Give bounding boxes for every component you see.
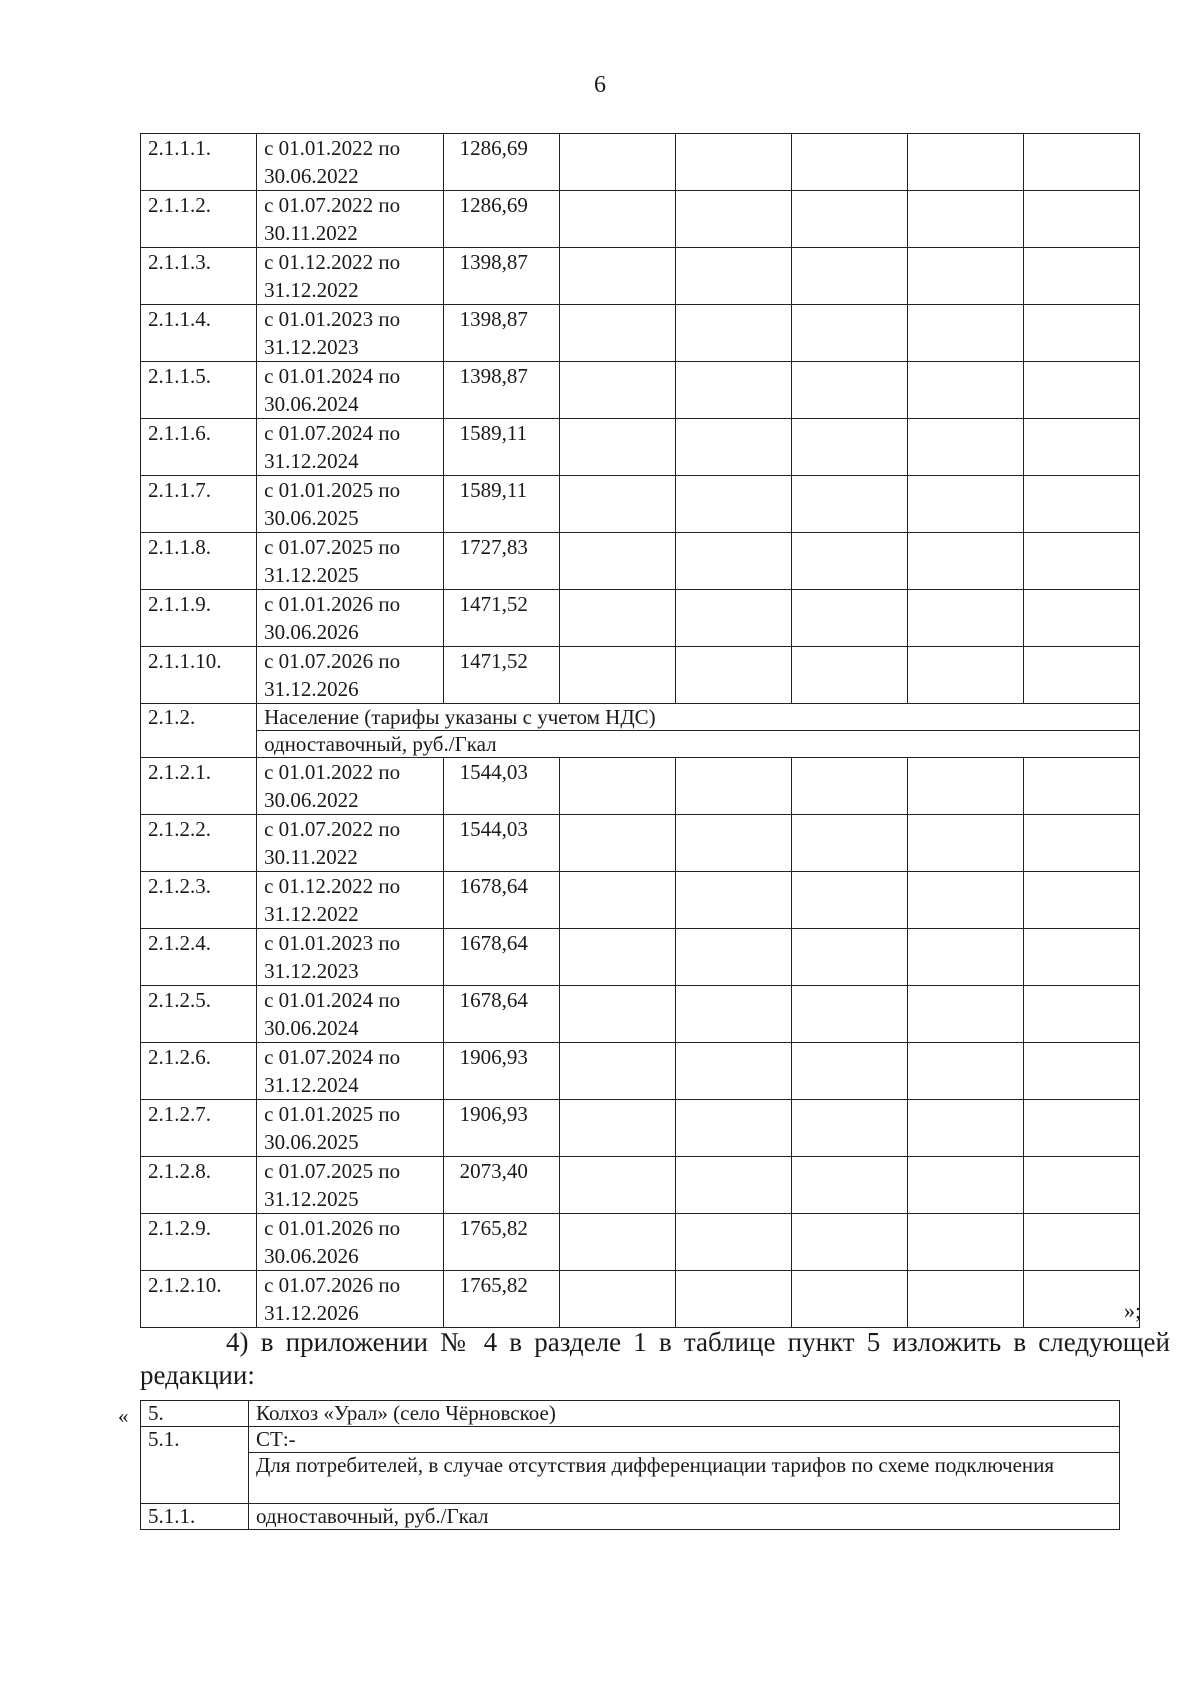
period-to: 31.12.2022 bbox=[264, 902, 359, 926]
period-to: 31.12.2023 bbox=[264, 959, 359, 983]
item-number: 2.1.1.9. bbox=[141, 590, 257, 647]
period-cell bbox=[257, 476, 444, 533]
item-number: 2.1.1.6. bbox=[141, 419, 257, 476]
table-row bbox=[141, 815, 1140, 872]
row-text: СТ:- bbox=[249, 1427, 1120, 1453]
period-from: с 01.01.2024 по bbox=[264, 364, 401, 388]
table-row bbox=[141, 590, 1140, 647]
period-from: с 01.01.2022 по bbox=[264, 760, 401, 784]
empty-cell bbox=[1023, 305, 1139, 362]
period-to: 30.06.2024 bbox=[264, 1016, 359, 1040]
empty-cell bbox=[907, 476, 1023, 533]
item-number: 2.1.2.5. bbox=[141, 986, 257, 1043]
period-cell bbox=[257, 929, 444, 986]
table-row bbox=[141, 419, 1140, 476]
tariff-value: 1765,82 bbox=[443, 1271, 559, 1328]
empty-cell bbox=[907, 1271, 1023, 1328]
tariff-value: 1589,11 bbox=[443, 476, 559, 533]
period-cell bbox=[257, 248, 444, 305]
empty-cell bbox=[559, 872, 675, 929]
table-row bbox=[141, 986, 1140, 1043]
item-number: 2.1.1.3. bbox=[141, 248, 257, 305]
empty-cell bbox=[675, 758, 791, 815]
period-from: с 01.01.2022 по bbox=[264, 136, 401, 160]
empty-cell bbox=[675, 134, 791, 191]
empty-cell bbox=[791, 533, 907, 590]
tariff-value: 1544,03 bbox=[443, 758, 559, 815]
tariff-value: 1765,82 bbox=[443, 1214, 559, 1271]
empty-cell bbox=[1023, 191, 1139, 248]
period-to: 30.06.2024 bbox=[264, 392, 359, 416]
empty-cell bbox=[907, 191, 1023, 248]
empty-cell bbox=[559, 1100, 675, 1157]
period-cell bbox=[257, 533, 444, 590]
item-number: 2.1.1.4. bbox=[141, 305, 257, 362]
table-row bbox=[141, 929, 1140, 986]
item-number: 2.1.2.3. bbox=[141, 872, 257, 929]
empty-cell bbox=[907, 815, 1023, 872]
empty-cell bbox=[907, 1214, 1023, 1271]
empty-cell bbox=[1023, 872, 1139, 929]
table-row bbox=[141, 134, 1140, 191]
item-number: 2.1.2.6. bbox=[141, 1043, 257, 1100]
empty-cell bbox=[1023, 1214, 1139, 1271]
empty-cell bbox=[559, 1271, 675, 1328]
tariff-value: 1906,93 bbox=[443, 1100, 559, 1157]
empty-cell bbox=[791, 872, 907, 929]
period-to: 31.12.2024 bbox=[264, 449, 359, 473]
table-row bbox=[141, 248, 1140, 305]
period-to: 31.12.2026 bbox=[264, 1301, 359, 1325]
empty-cell bbox=[907, 986, 1023, 1043]
empty-cell bbox=[791, 248, 907, 305]
period-cell bbox=[257, 419, 444, 476]
farm-row-5-1 bbox=[141, 1427, 1120, 1453]
empty-cell bbox=[1023, 1100, 1139, 1157]
farm-table bbox=[140, 1400, 1120, 1530]
empty-cell bbox=[791, 815, 907, 872]
empty-cell bbox=[1023, 815, 1139, 872]
empty-cell bbox=[559, 1043, 675, 1100]
table-row bbox=[141, 305, 1140, 362]
period-cell bbox=[257, 1271, 444, 1328]
empty-cell bbox=[1023, 1271, 1142, 1328]
period-cell bbox=[257, 362, 444, 419]
tariff-value: 1471,52 bbox=[443, 647, 559, 704]
empty-cell bbox=[907, 1100, 1023, 1157]
empty-cell bbox=[907, 533, 1023, 590]
period-cell bbox=[257, 986, 444, 1043]
period-from: с 01.07.2022 по bbox=[264, 193, 401, 217]
empty-cell bbox=[1023, 590, 1139, 647]
empty-cell bbox=[791, 1043, 907, 1100]
empty-cell bbox=[791, 191, 907, 248]
period-cell bbox=[257, 134, 444, 191]
section-row bbox=[141, 704, 1140, 731]
row-text: одноставочный, руб./Гкал bbox=[249, 1504, 1120, 1530]
empty-cell bbox=[907, 1043, 1023, 1100]
table-row bbox=[141, 872, 1140, 929]
section-title: Население (тарифы указаны с учетом НДС) bbox=[257, 704, 1140, 731]
period-to: 30.06.2025 bbox=[264, 506, 359, 530]
empty-cell bbox=[907, 872, 1023, 929]
empty-cell bbox=[791, 929, 907, 986]
period-cell bbox=[257, 191, 444, 248]
amendment-paragraph: 4) в приложении № 4 в разделе 1 в таблице пункт 5 изложить в следующей редакции: bbox=[140, 1327, 1170, 1390]
table-row bbox=[141, 533, 1140, 590]
empty-cell bbox=[1023, 362, 1139, 419]
period-from: с 01.01.2025 по bbox=[264, 1102, 401, 1126]
period-cell bbox=[257, 1214, 444, 1271]
period-to: 31.12.2023 bbox=[264, 335, 359, 359]
period-from: с 01.01.2024 по bbox=[264, 988, 401, 1012]
empty-cell bbox=[559, 929, 675, 986]
period-cell bbox=[257, 1100, 444, 1157]
period-to: 30.11.2022 bbox=[264, 221, 358, 245]
item-number: 2.1.2.9. bbox=[141, 1214, 257, 1271]
item-number: 2.1.2.8. bbox=[141, 1157, 257, 1214]
period-from: с 01.01.2026 по bbox=[264, 1216, 401, 1240]
period-to: 31.12.2026 bbox=[264, 677, 359, 701]
tariff-value: 1678,64 bbox=[443, 872, 559, 929]
empty-cell bbox=[907, 929, 1023, 986]
empty-cell bbox=[791, 758, 907, 815]
row-text: Для потребителей, в случае отсутствия дифференциации тарифов по схеме подключения bbox=[249, 1453, 1120, 1504]
period-cell bbox=[257, 815, 444, 872]
empty-cell bbox=[1023, 476, 1139, 533]
period-from: с 01.07.2025 по bbox=[264, 1159, 401, 1183]
empty-cell bbox=[559, 134, 675, 191]
period-from: с 01.07.2024 по bbox=[264, 421, 401, 445]
section-row bbox=[141, 731, 1140, 758]
tariff-value: 2073,40 bbox=[443, 1157, 559, 1214]
empty-cell bbox=[559, 815, 675, 872]
tariff-value: 1727,83 bbox=[443, 533, 559, 590]
empty-cell bbox=[675, 590, 791, 647]
period-cell bbox=[257, 758, 444, 815]
tariff-value: 1398,87 bbox=[443, 248, 559, 305]
empty-cell bbox=[907, 647, 1023, 704]
empty-cell bbox=[791, 1214, 907, 1271]
section-subtitle: одноставочный, руб./Гкал bbox=[257, 731, 1140, 758]
period-from: с 01.01.2023 по bbox=[264, 931, 401, 955]
closing-quote: »; bbox=[1124, 1298, 1142, 1323]
empty-cell bbox=[791, 1271, 907, 1328]
empty-cell bbox=[1023, 134, 1139, 191]
empty-cell bbox=[675, 533, 791, 590]
empty-cell bbox=[1023, 533, 1139, 590]
empty-cell bbox=[675, 647, 791, 704]
empty-cell bbox=[675, 362, 791, 419]
empty-cell bbox=[559, 305, 675, 362]
period-to: 31.12.2022 bbox=[264, 278, 359, 302]
period-cell bbox=[257, 647, 444, 704]
period-to: 30.06.2025 bbox=[264, 1130, 359, 1154]
item-number: 2.1.2.7. bbox=[141, 1100, 257, 1157]
empty-cell bbox=[907, 134, 1023, 191]
empty-cell bbox=[907, 362, 1023, 419]
empty-cell bbox=[675, 248, 791, 305]
period-from: с 01.01.2026 по bbox=[264, 592, 401, 616]
tariff-value: 1286,69 bbox=[443, 134, 559, 191]
table-row bbox=[141, 758, 1140, 815]
row-text: Колхоз «Урал» (село Чёрновское) bbox=[249, 1401, 1120, 1427]
empty-cell bbox=[1023, 647, 1139, 704]
farm-row-5-1-desc bbox=[141, 1453, 1120, 1504]
empty-cell bbox=[559, 191, 675, 248]
period-to: 30.06.2026 bbox=[264, 1244, 359, 1268]
tariff-value: 1906,93 bbox=[443, 1043, 559, 1100]
empty-cell bbox=[791, 362, 907, 419]
empty-cell bbox=[559, 647, 675, 704]
period-to: 31.12.2025 bbox=[264, 1187, 359, 1211]
period-cell bbox=[257, 305, 444, 362]
empty-cell bbox=[559, 248, 675, 305]
empty-cell bbox=[675, 305, 791, 362]
empty-cell bbox=[675, 1043, 791, 1100]
period-to: 31.12.2024 bbox=[264, 1073, 359, 1097]
empty-cell bbox=[559, 362, 675, 419]
item-number: 2.1.1.8. bbox=[141, 533, 257, 590]
period-to: 31.12.2025 bbox=[264, 563, 359, 587]
item-number: 2.1.1.1. bbox=[141, 134, 257, 191]
tariff-value: 1471,52 bbox=[443, 590, 559, 647]
period-cell bbox=[257, 590, 444, 647]
item-number: 2.1.2.2. bbox=[141, 815, 257, 872]
table-row bbox=[141, 1157, 1140, 1214]
table-row bbox=[141, 191, 1140, 248]
period-from: с 01.07.2024 по bbox=[264, 1045, 401, 1069]
farm-row-5-1-1 bbox=[141, 1504, 1120, 1530]
page-number: 6 bbox=[594, 72, 606, 98]
row-number: 5. bbox=[141, 1401, 249, 1427]
empty-cell bbox=[791, 305, 907, 362]
period-from: с 01.07.2022 по bbox=[264, 817, 401, 841]
empty-cell bbox=[675, 815, 791, 872]
empty-cell bbox=[791, 419, 907, 476]
period-from: с 01.01.2023 по bbox=[264, 307, 401, 331]
empty-cell bbox=[559, 758, 675, 815]
empty-cell bbox=[791, 647, 907, 704]
table-row bbox=[141, 362, 1140, 419]
tariff-table bbox=[140, 133, 1140, 1328]
opening-quote: « bbox=[118, 1404, 129, 1428]
period-to: 30.11.2022 bbox=[264, 845, 358, 869]
period-from: с 01.07.2026 по bbox=[264, 1273, 401, 1297]
empty-cell bbox=[791, 134, 907, 191]
empty-cell bbox=[907, 758, 1023, 815]
empty-cell bbox=[907, 1157, 1023, 1214]
empty-cell bbox=[907, 248, 1023, 305]
period-cell bbox=[257, 1157, 444, 1214]
empty-cell bbox=[675, 986, 791, 1043]
item-number: 2.1.1.10. bbox=[141, 647, 257, 704]
empty-cell bbox=[1023, 1157, 1139, 1214]
item-number: 2.1.2.10. bbox=[141, 1271, 257, 1328]
empty-cell bbox=[675, 1271, 791, 1328]
empty-cell bbox=[907, 305, 1023, 362]
empty-cell bbox=[675, 476, 791, 533]
tariff-value: 1398,87 bbox=[443, 305, 559, 362]
empty-cell bbox=[675, 1214, 791, 1271]
table-row bbox=[141, 1100, 1140, 1157]
period-to: 30.06.2022 bbox=[264, 164, 359, 188]
period-from: с 01.07.2026 по bbox=[264, 649, 401, 673]
empty-cell bbox=[559, 590, 675, 647]
table-row bbox=[141, 1214, 1140, 1271]
item-number: 2.1.2.4. bbox=[141, 929, 257, 986]
tariff-value: 1544,03 bbox=[443, 815, 559, 872]
empty-cell bbox=[907, 590, 1023, 647]
empty-cell bbox=[791, 590, 907, 647]
period-from: с 01.01.2025 по bbox=[264, 478, 401, 502]
empty-cell bbox=[675, 929, 791, 986]
row-number: 5.1. bbox=[141, 1427, 249, 1504]
item-number: 2.1.1.7. bbox=[141, 476, 257, 533]
empty-cell bbox=[1023, 419, 1139, 476]
period-cell bbox=[257, 872, 444, 929]
empty-cell bbox=[791, 1100, 907, 1157]
period-from: с 01.12.2022 по bbox=[264, 874, 401, 898]
empty-cell bbox=[791, 986, 907, 1043]
period-to: 30.06.2026 bbox=[264, 620, 359, 644]
empty-cell bbox=[559, 476, 675, 533]
empty-cell bbox=[1023, 986, 1139, 1043]
table-row bbox=[141, 647, 1140, 704]
item-number: 2.1.2.1. bbox=[141, 758, 257, 815]
empty-cell bbox=[675, 872, 791, 929]
empty-cell bbox=[1023, 248, 1139, 305]
tariff-value: 1678,64 bbox=[443, 986, 559, 1043]
section-number: 2.1.2. bbox=[141, 704, 257, 758]
table-row bbox=[141, 1043, 1140, 1100]
empty-cell bbox=[559, 1157, 675, 1214]
empty-cell bbox=[559, 419, 675, 476]
empty-cell bbox=[675, 191, 791, 248]
tariff-value: 1286,69 bbox=[443, 191, 559, 248]
empty-cell bbox=[1023, 929, 1139, 986]
empty-cell bbox=[559, 533, 675, 590]
item-number: 2.1.1.5. bbox=[141, 362, 257, 419]
farm-row-5 bbox=[141, 1401, 1120, 1427]
tariff-value: 1678,64 bbox=[443, 929, 559, 986]
period-to: 30.06.2022 bbox=[264, 788, 359, 812]
empty-cell bbox=[675, 1157, 791, 1214]
empty-cell bbox=[559, 1214, 675, 1271]
empty-cell bbox=[675, 419, 791, 476]
period-cell bbox=[257, 1043, 444, 1100]
empty-cell bbox=[675, 1100, 791, 1157]
empty-cell bbox=[791, 476, 907, 533]
period-from: с 01.07.2025 по bbox=[264, 535, 401, 559]
empty-cell bbox=[907, 419, 1023, 476]
period-from: с 01.12.2022 по bbox=[264, 250, 401, 274]
row-number: 5.1.1. bbox=[141, 1504, 249, 1530]
empty-cell bbox=[559, 986, 675, 1043]
tariff-value: 1398,87 bbox=[443, 362, 559, 419]
empty-cell bbox=[791, 1157, 907, 1214]
tariff-value: 1589,11 bbox=[443, 419, 559, 476]
table-row bbox=[141, 476, 1140, 533]
table-row bbox=[141, 1271, 1140, 1328]
item-number: 2.1.1.2. bbox=[141, 191, 257, 248]
empty-cell bbox=[1023, 1043, 1139, 1100]
empty-cell bbox=[1023, 758, 1139, 815]
